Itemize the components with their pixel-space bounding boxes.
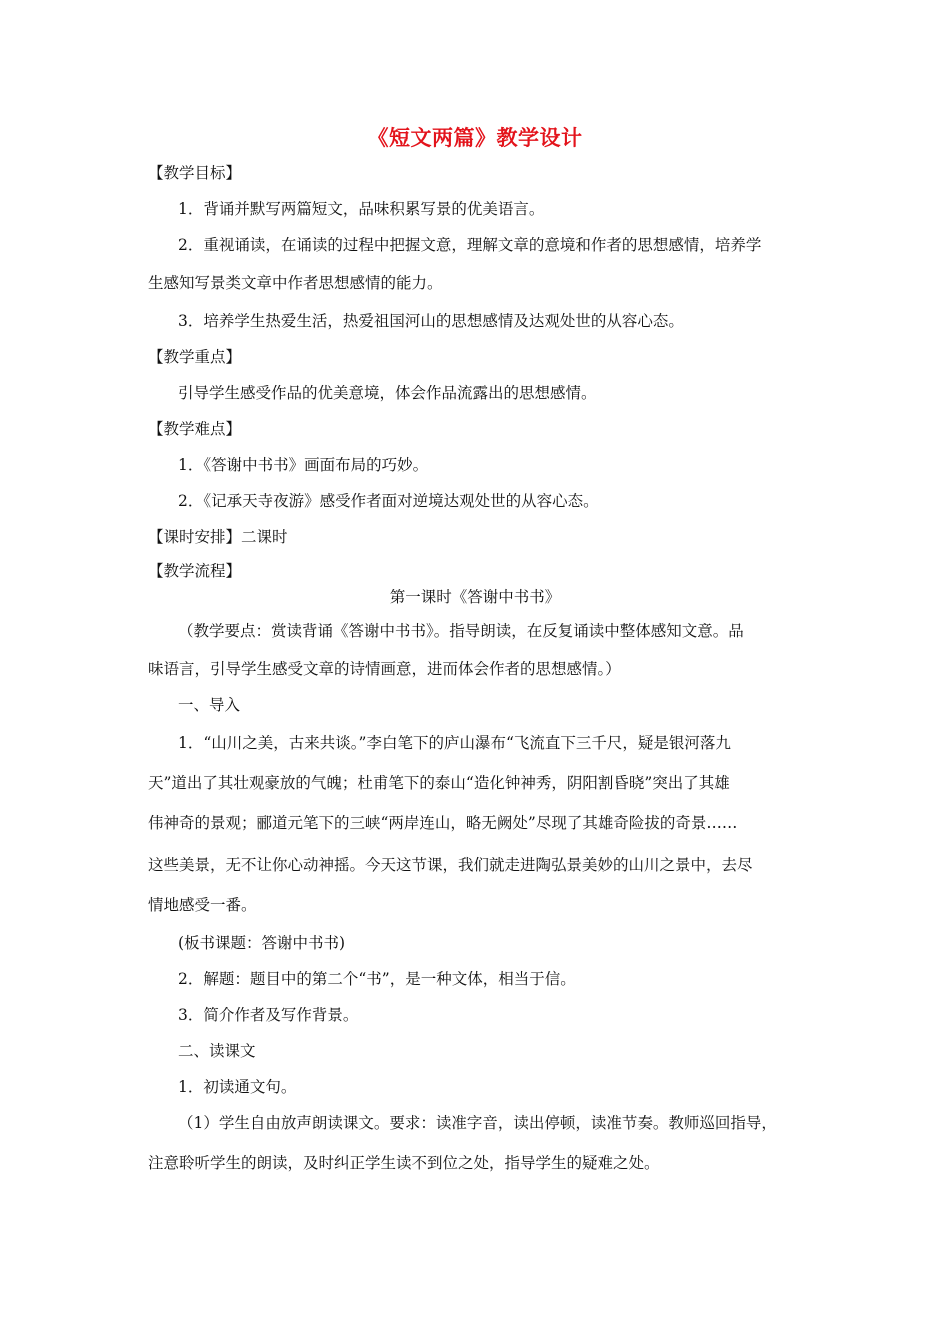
paragraph: 1．初读通文句。 [178, 1078, 297, 1096]
paragraph: 3．培养学生热爱生活，热爱祖国河山的思想感情及达观处世的从容心态。 [178, 312, 684, 330]
paragraph: 二、读课文 [178, 1042, 256, 1060]
paragraph: 味语言，引导学生感受文章的诗情画意，进而体会作者的思想感情。） [148, 660, 621, 678]
paragraph: 2．重视诵读，在诵读的过程中把握文意，理解文章的意境和作者的思想感情，培养学 [178, 236, 762, 254]
section-heading-process: 【教学流程】 [148, 562, 242, 580]
paragraph: 这些美景，无不让你心动神摇。今天这节课，我们就走进陶弘景美妙的山川之景中，去尽 [148, 856, 753, 874]
paragraph: 2．《记承天寺夜游》感受作者面对逆境达观处世的从容心态。 [178, 492, 599, 510]
lesson-heading: 第一课时《答谢中书书》 [389, 588, 561, 606]
paragraph: (板书课题：答谢中书书) [178, 934, 346, 952]
section-heading-key-points: 【教学重点】 [148, 348, 242, 366]
paragraph: （教学要点：赏读背诵《答谢中书书》。指导朗读，在反复诵读中整体感知文意。品 [178, 622, 744, 640]
paragraph: 情地感受一番。 [148, 896, 257, 914]
paragraph: （1）学生自由放声朗读课文。要求：读准字音，读出停顿，读准节奏。教师巡回指导， [178, 1114, 777, 1132]
paragraph: 引导学生感受作品的优美意境，体会作品流露出的思想感情。 [178, 384, 597, 402]
paragraph: 1．“山川之美，古来共谈。”李白笔下的庐山瀑布“飞流直下三千尺，疑是银河落九 [178, 734, 731, 752]
section-heading-objectives: 【教学目标】 [148, 164, 242, 182]
section-heading-schedule: 【课时安排】二课时 [148, 528, 288, 546]
paragraph: 天”道出了其壮观豪放的气魄；杜甫笔下的泰山“造化钟神秀，阴阳割昏晓”突出了其雄 [148, 774, 730, 792]
paragraph: 2．解题：题目中的第二个“书”，是一种文体，相当于信。 [178, 970, 576, 988]
paragraph: 3．简介作者及写作背景。 [178, 1006, 359, 1024]
paragraph: 生感知写景类文章中作者思想感情的能力。 [148, 274, 443, 292]
paragraph: 1．《答谢中书书》画面布局的巧妙。 [178, 456, 429, 474]
section-heading-difficulties: 【教学难点】 [148, 420, 242, 438]
paragraph: 1．背诵并默写两篇短文，品味积累写景的优美语言。 [178, 200, 545, 218]
paragraph: 伟神奇的景观；郦道元笔下的三峡“两岸连山，略无阙处”尽现了其雄奇险拔的奇景…… [148, 814, 738, 832]
document-title: 《短文两篇》教学设计 [367, 126, 583, 150]
paragraph: 注意聆听学生的朗读，及时纠正学生读不到位之处，指导学生的疑难之处。 [148, 1154, 660, 1172]
paragraph: 一、导入 [178, 696, 241, 714]
